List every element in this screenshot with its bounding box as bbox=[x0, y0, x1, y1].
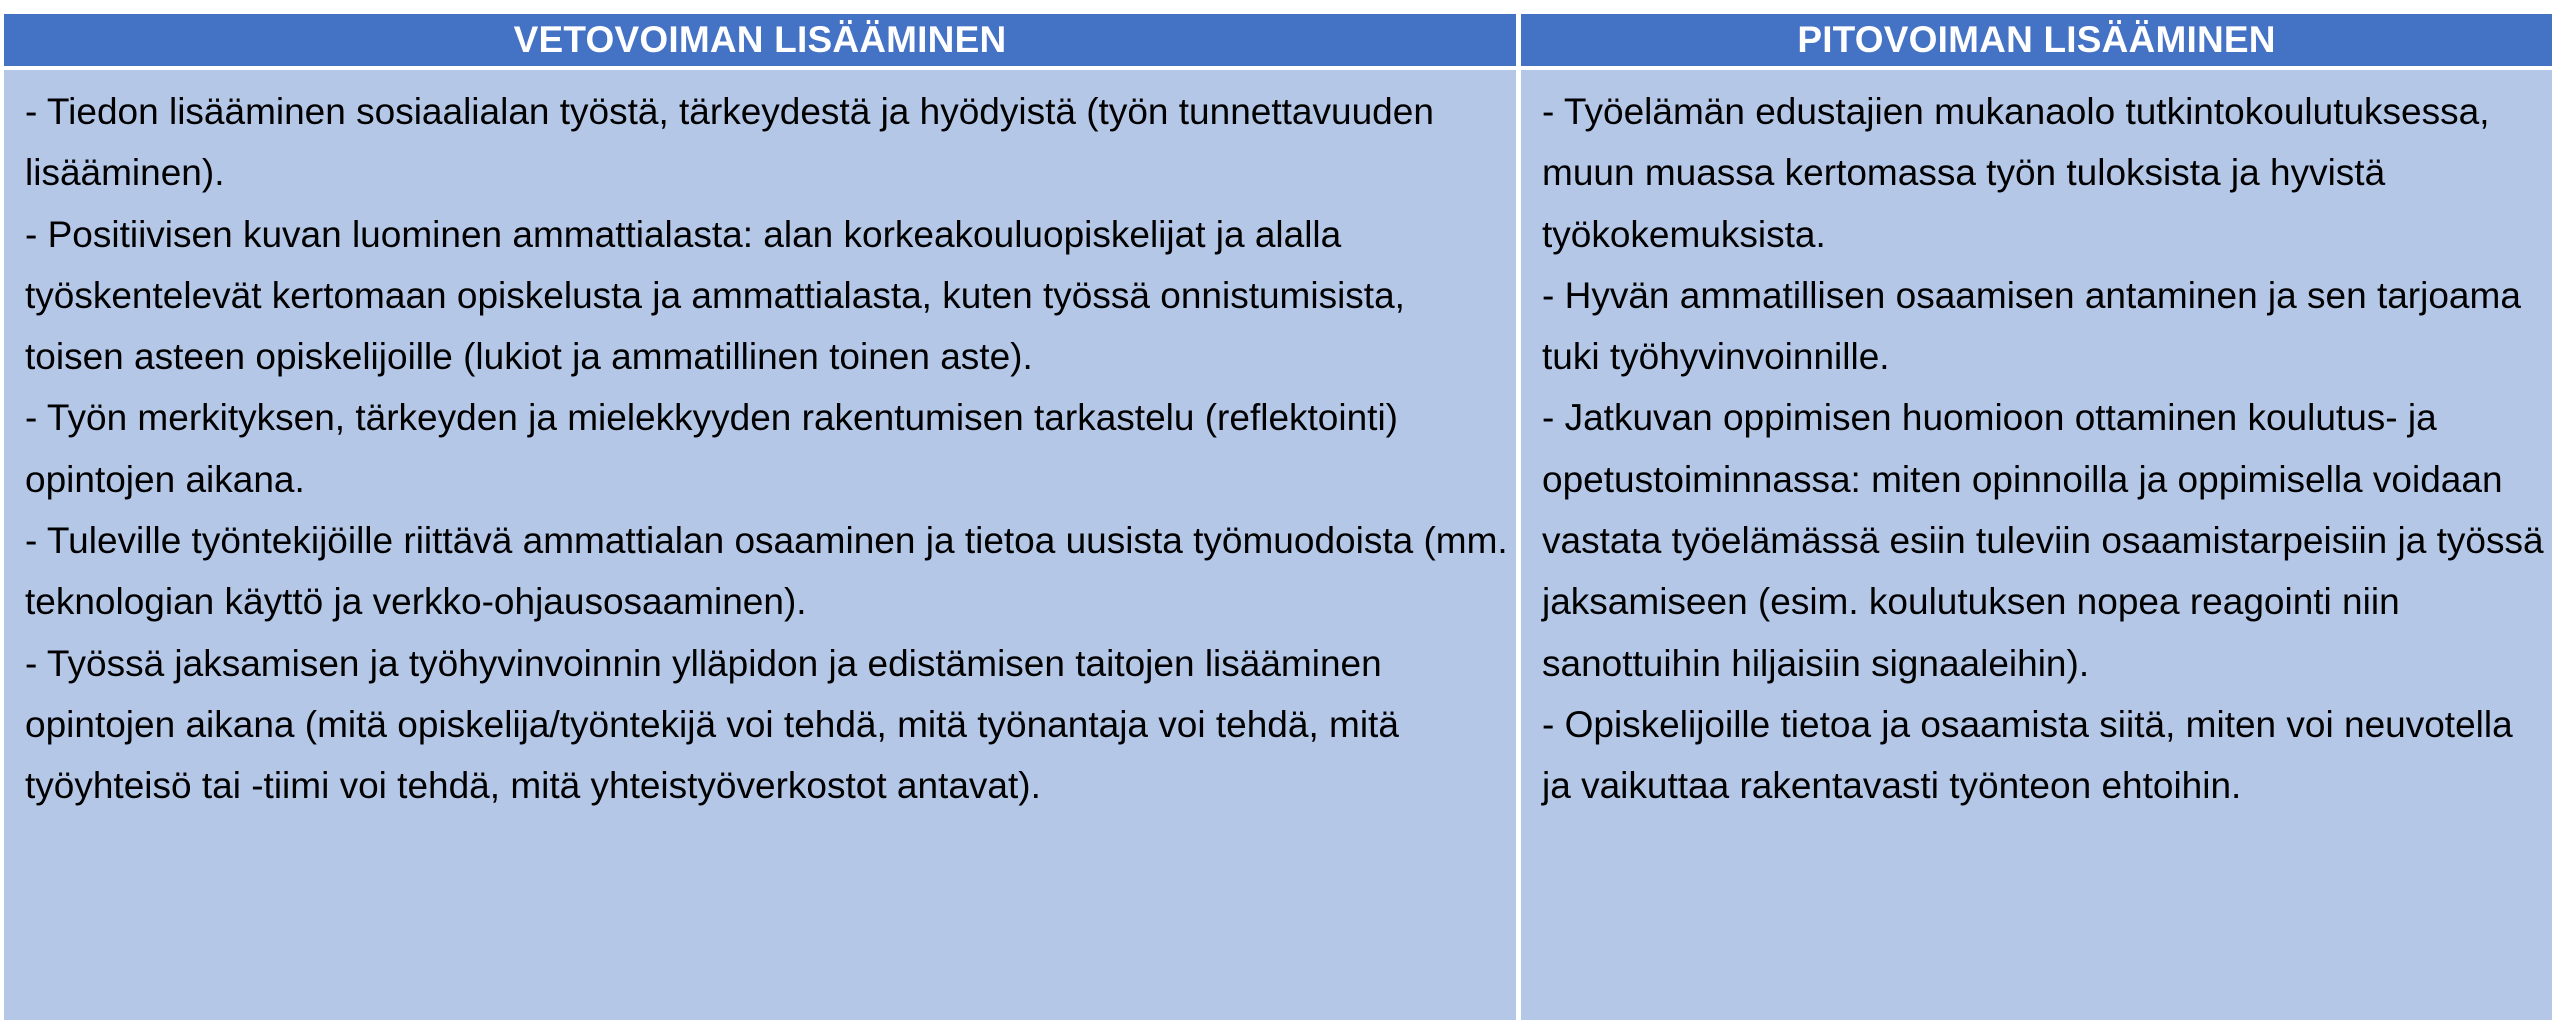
list-item: - Tiedon lisääminen sosiaalialan työstä, tärkeydestä ja hyödyistä (työn tunnettavuuden lisääminen). bbox=[25, 91, 1434, 194]
list-item: - Hyvän ammatillisen osaamisen antaminen ja sen tarjoama tuki työhyvinvoinnille. bbox=[1542, 274, 2521, 378]
header-pitovoima: PITOVOIMAN LISÄÄMINEN bbox=[1521, 14, 2552, 66]
list-item: - Jatkuvan oppimisen huomioon ottaminen koulutus- ja opetustoiminnassa: miten opinnoilla ja oppimisella voidaan vastata työelämässä esiin tuleviin osaamistarpeisiin ja työssä jaksamiseen (esim. koulutuksen nopea reagointi niin sanottuihin hiljaisiin signaaleihin). bbox=[1542, 397, 2544, 684]
header-vetovoima: VETOVOIMAN LISÄÄMINEN bbox=[4, 14, 1516, 66]
vetovoima-content bbox=[4, 70, 1516, 1020]
list-item: - Työelämän edustajien mukanaolo tutkintokoulutuksessa, muun muassa kertomassa työn tuloksista ja hyvistä työkokemuksista. bbox=[1542, 91, 2490, 255]
list-item: - Tuleville työntekijöille riittävä ammattialan osaaminen ja tietoa uusista työmuodoista (mm. teknologian käyttö ja verkko-ohjausosaaminen). bbox=[25, 520, 1508, 623]
list-item: - Opiskelijoille tietoa ja osaamista siitä, miten voi neuvotella ja vaikuttaa rakentavasti työnteon ehtoihin. bbox=[1542, 703, 2513, 807]
comparison-table bbox=[4, 14, 2552, 1020]
list-item: - Työn merkityksen, tärkeyden ja mielekkyyden rakentumisen tarkastelu (reflektointi) opintojen aikana. bbox=[25, 397, 1398, 500]
pitovoima-content bbox=[1521, 70, 2552, 1020]
list-item: - Työssä jaksamisen ja työhyvinvoinnin ylläpidon ja edistämisen taitojen lisääminen opintojen aikana (mitä opiskelija/työntekijä voi tehdä, mitä työnantaja voi tehdä, mitä työyhteisö tai -tiimi voi tehdä, mitä yhteistyöverkostot antavat). bbox=[25, 642, 1399, 807]
list-item: - Positiivisen kuvan luominen ammattialasta: alan korkeakouluopiskelijat ja alalla työskentelevät kertomaan opiskelusta ja ammattialasta, kuten työssä onnistumisista, toisen asteen opiskelijoille (lukiot ja ammatillinen toinen aste). bbox=[25, 213, 1405, 378]
